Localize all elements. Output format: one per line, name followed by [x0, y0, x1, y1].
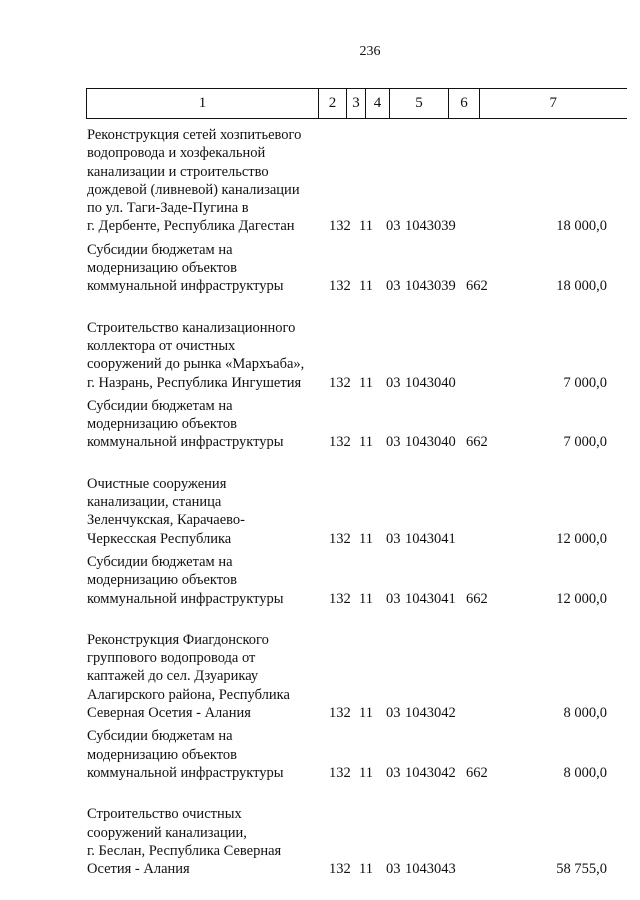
column-header-5: 5 [390, 89, 449, 119]
ministry-code: 132 [329, 764, 351, 781]
subsection-code: 03 [386, 374, 401, 391]
expense-type-code: 662 [466, 434, 488, 451]
column-header-6: 6 [449, 89, 480, 119]
section-code: 11 [359, 278, 373, 295]
description-line: Реконструкция сетей хозпитьевого [87, 127, 302, 143]
description-line: Алагирского района, Республика [87, 686, 290, 703]
description-line: дождевой (ливневой) канализации [87, 181, 300, 198]
column-header-row [87, 89, 627, 119]
row-description [87, 319, 319, 392]
amount: 8 000,0 [563, 764, 607, 781]
target-article-code: 1043042 [405, 764, 456, 781]
description-line: сооружений канализации, [87, 824, 247, 841]
row-description [87, 241, 319, 296]
ministry-code: 132 [329, 861, 351, 878]
page-number: 236 [359, 44, 381, 59]
description-line: сооружений до рынка «Мархъаба», [87, 356, 305, 373]
expense-type-code: 662 [466, 764, 488, 781]
subsection-code: 03 [386, 590, 401, 607]
description-line: канализации и строительство [87, 163, 269, 180]
amount: 58 755,0 [556, 861, 607, 878]
section-code: 11 [359, 434, 373, 451]
section-code: 11 [359, 530, 373, 547]
section-code: 11 [359, 218, 373, 235]
description-line: Строительство канализационного [87, 319, 296, 336]
target-article-code: 1043039 [405, 278, 456, 295]
table-row [0, 475, 640, 548]
expense-type-code: 662 [466, 590, 488, 607]
table-row [0, 805, 640, 878]
table-row [0, 727, 640, 782]
description-line: Очистные сооружения [87, 475, 227, 492]
amount: 7 000,0 [563, 434, 607, 451]
ministry-code: 132 [329, 374, 351, 391]
ministry-code: 132 [329, 530, 351, 547]
target-article-code: 1043040 [405, 434, 456, 451]
description-line: Субсидии бюджетам на [87, 728, 233, 745]
table-row [0, 397, 640, 452]
description-line: Северная Осетия - Алания [87, 705, 251, 722]
subsection-code: 03 [386, 278, 401, 295]
description-line: по ул. Таги-Заде-Пугина в [87, 200, 249, 217]
table-row [0, 631, 640, 722]
target-article-code: 1043041 [405, 590, 456, 607]
description-line: коммунальной инфраструктуры [87, 434, 284, 451]
row-description [87, 805, 319, 878]
table-row [0, 319, 640, 392]
subsection-code: 03 [386, 764, 401, 781]
description-line: Субсидии бюджетам на [87, 553, 233, 570]
target-article-code: 1043043 [405, 861, 456, 878]
row-description [87, 126, 319, 236]
amount: 12 000,0 [556, 530, 607, 547]
section-code: 11 [359, 374, 373, 391]
column-header-2: 2 [319, 89, 347, 119]
description-line: коммунальной инфраструктуры [87, 590, 284, 607]
amount: 7 000,0 [563, 374, 607, 391]
expense-type-code: 662 [466, 278, 488, 295]
row-description [87, 553, 319, 608]
section-code: 11 [359, 764, 373, 781]
column-header-7: 7 [480, 89, 627, 119]
description-line: модернизацию объектов [87, 572, 238, 589]
subsection-code: 03 [386, 434, 401, 451]
table-row [0, 553, 640, 608]
column-header-3: 3 [347, 89, 366, 119]
target-article-code: 1043042 [405, 705, 456, 722]
description-line: Субсидии бюджетам на [87, 241, 233, 258]
row-description [87, 397, 319, 452]
description-line: г. Беслан, Республика Северная [87, 842, 282, 859]
table-row [0, 126, 640, 236]
amount: 18 000,0 [556, 278, 607, 295]
ministry-code: 132 [329, 278, 351, 295]
description-line: коммунальной инфраструктуры [87, 764, 284, 781]
section-code: 11 [359, 861, 373, 878]
subsection-code: 03 [386, 861, 401, 878]
description-line: модернизацию объектов [87, 416, 238, 433]
description-line: Зеленчукская, Карачаево- [87, 512, 245, 529]
description-line: г. Дербенте, Республика Дагестан [87, 218, 295, 235]
subsection-code: 03 [386, 705, 401, 722]
ministry-code: 132 [329, 434, 351, 451]
description-line: модернизацию объектов [87, 746, 238, 763]
ministry-code: 132 [329, 705, 351, 722]
budget-rows [0, 126, 640, 878]
row-description [87, 631, 319, 722]
table-row [0, 241, 640, 296]
ministry-code: 132 [329, 218, 351, 235]
amount: 8 000,0 [563, 705, 607, 722]
section-code: 11 [359, 705, 373, 722]
amount: 12 000,0 [556, 590, 607, 607]
description-line: водопровода и хозфекальной [87, 145, 266, 162]
ministry-code: 132 [329, 590, 351, 607]
amount: 18 000,0 [556, 218, 607, 235]
row-description [87, 727, 319, 782]
subsection-code: 03 [386, 530, 401, 547]
target-article-code: 1043040 [405, 374, 456, 391]
description-line: канализации, станица [87, 494, 222, 511]
column-header-4: 4 [366, 89, 390, 119]
description-line: Реконструкция Фиагдонского [87, 631, 269, 648]
section-code: 11 [359, 590, 373, 607]
description-line: коллектора от очистных [87, 337, 236, 354]
row-description [87, 475, 319, 548]
description-line: модернизацию объектов [87, 260, 238, 277]
subsection-code: 03 [386, 218, 401, 235]
column-header-1: 1 [87, 89, 319, 119]
description-line: группового водопровода от [87, 650, 256, 667]
description-line: каптажей до сел. Дзуарикау [87, 668, 259, 685]
column-header-table [86, 88, 627, 119]
description-line: Субсидии бюджетам на [87, 397, 233, 414]
description-line: г. Назрань, Республика Ингушетия [87, 374, 302, 391]
target-article-code: 1043041 [405, 530, 456, 547]
description-line: коммунальной инфраструктуры [87, 278, 284, 295]
description-line: Осетия - Алания [87, 861, 190, 878]
description-line: Строительство очистных [87, 806, 242, 823]
description-line: Черкесская Республика [87, 530, 232, 547]
target-article-code: 1043039 [405, 218, 456, 235]
